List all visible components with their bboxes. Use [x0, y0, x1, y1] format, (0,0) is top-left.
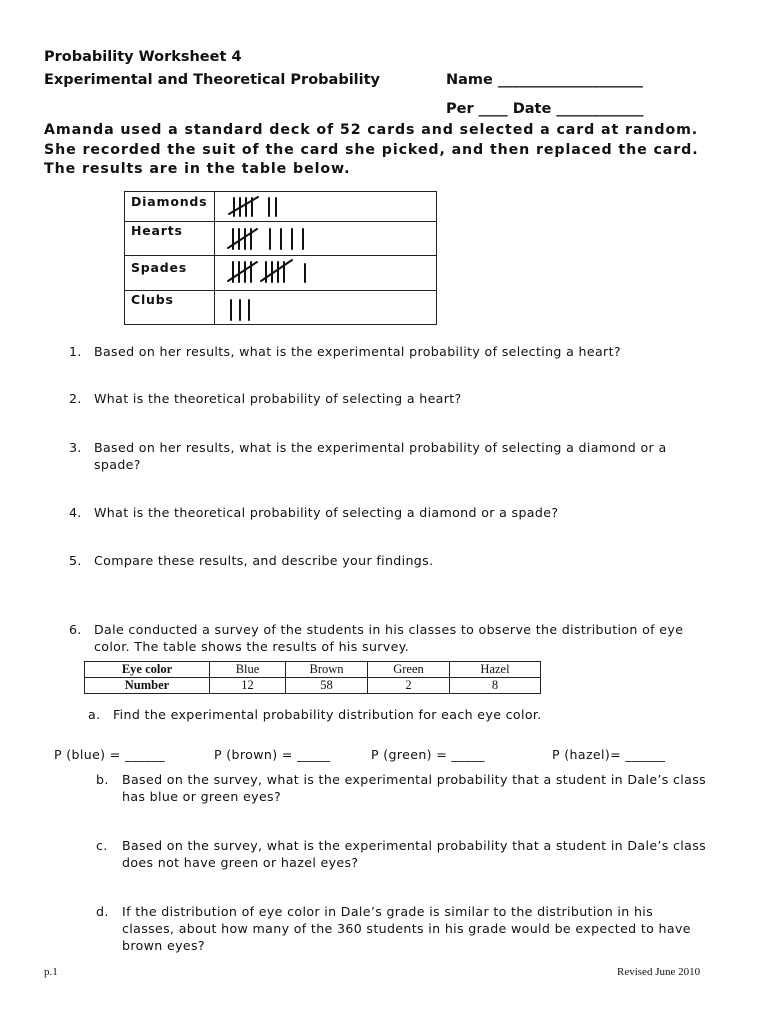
eye-color-header-row	[85, 662, 541, 678]
revision-date: Revised June 2010	[617, 966, 701, 978]
question-number: 1.	[69, 344, 82, 359]
eye-number-cell: 8	[450, 678, 541, 694]
question-text: Based on her results, what is the experimental probability of selecting a diamond or a spade?	[94, 440, 667, 472]
tally-row-spades	[125, 255, 436, 291]
eye-color-cell: Blue	[210, 662, 286, 678]
name-field: Name ____________________	[446, 72, 643, 88]
p-hazel-blank: P (hazel)= ______	[552, 747, 666, 762]
question-text: Based on her results, what is the experimental probability of selecting a heart?	[94, 344, 621, 359]
eye-number-cell: 58	[286, 678, 368, 694]
subquestion-letter: c.	[96, 838, 108, 853]
intro-paragraph: Amanda used a standard deck of 52 cards and selected a card at random. She recorded the suit of the card she picked, and then replaced the card. The results are in the table below.	[44, 122, 699, 177]
tally-label: Diamonds	[131, 194, 208, 209]
tally-label: Clubs	[131, 292, 174, 307]
subquestion-letter: b.	[96, 772, 109, 787]
tally-row-hearts	[125, 221, 436, 256]
tally-row-diamonds	[125, 192, 436, 222]
question-number: 3.	[69, 440, 82, 455]
question-text: Dale conducted a survey of the students in his classes to observe the distribution of eye color. The table shows the results of his survey.	[94, 622, 684, 654]
tally-marks	[217, 290, 417, 324]
subquestion-text: Based on the survey, what is the experimental probability that a student in Dale’s class has blue or green eyes?	[122, 772, 707, 804]
page-number: p.1	[44, 966, 58, 978]
tally-table	[124, 191, 437, 325]
tally-label: Spades	[131, 260, 188, 275]
question-text: Compare these results, and describe your findings.	[94, 553, 434, 568]
tally-row-clubs	[125, 290, 436, 324]
eye-color-header-label: Eye color	[85, 662, 210, 678]
p-brown-blank: P (brown) = _____	[214, 747, 331, 762]
eye-number-row	[85, 678, 541, 694]
eye-color-table	[84, 661, 541, 694]
eye-color-cell: Hazel	[450, 662, 541, 678]
question-text: What is the theoretical probability of selecting a diamond or a spade?	[94, 505, 559, 520]
subquestion-text: Find the experimental probability distribution for each eye color.	[113, 707, 542, 722]
eye-number-cell: 2	[368, 678, 450, 694]
tally-marks	[217, 255, 427, 290]
eye-number-cell: 12	[210, 678, 286, 694]
worksheet-subtitle: Experimental and Theoretical Probability	[44, 72, 380, 88]
per-date-field: Per ____ Date ____________	[446, 101, 644, 117]
question-number: 4.	[69, 505, 82, 520]
eye-color-cell: Brown	[286, 662, 368, 678]
tally-label: Hearts	[131, 223, 183, 238]
p-green-blank: P (green) = _____	[371, 747, 485, 762]
subquestion-text: Based on the survey, what is the experimental probability that a student in Dale’s class does not have green or hazel eyes?	[122, 838, 707, 870]
question-number: 6.	[69, 622, 82, 637]
subquestion-letter: a.	[88, 707, 101, 722]
p-blue-blank: P (blue) = ______	[54, 747, 165, 762]
eye-number-label: Number	[85, 678, 210, 694]
worksheet-title: Probability Worksheet 4	[44, 49, 242, 65]
subquestion-letter: d.	[96, 904, 109, 919]
question-number: 2.	[69, 391, 82, 406]
subquestion-text: If the distribution of eye color in Dale’s grade is similar to the distribution in his classes, about how many of the 360 students in his grade would be expected to have brown eyes?	[122, 904, 691, 953]
eye-color-cell: Green	[368, 662, 450, 678]
tally-marks	[217, 192, 417, 221]
question-number: 5.	[69, 553, 82, 568]
tally-marks	[217, 221, 417, 255]
question-text: What is the theoretical probability of selecting a heart?	[94, 391, 462, 406]
